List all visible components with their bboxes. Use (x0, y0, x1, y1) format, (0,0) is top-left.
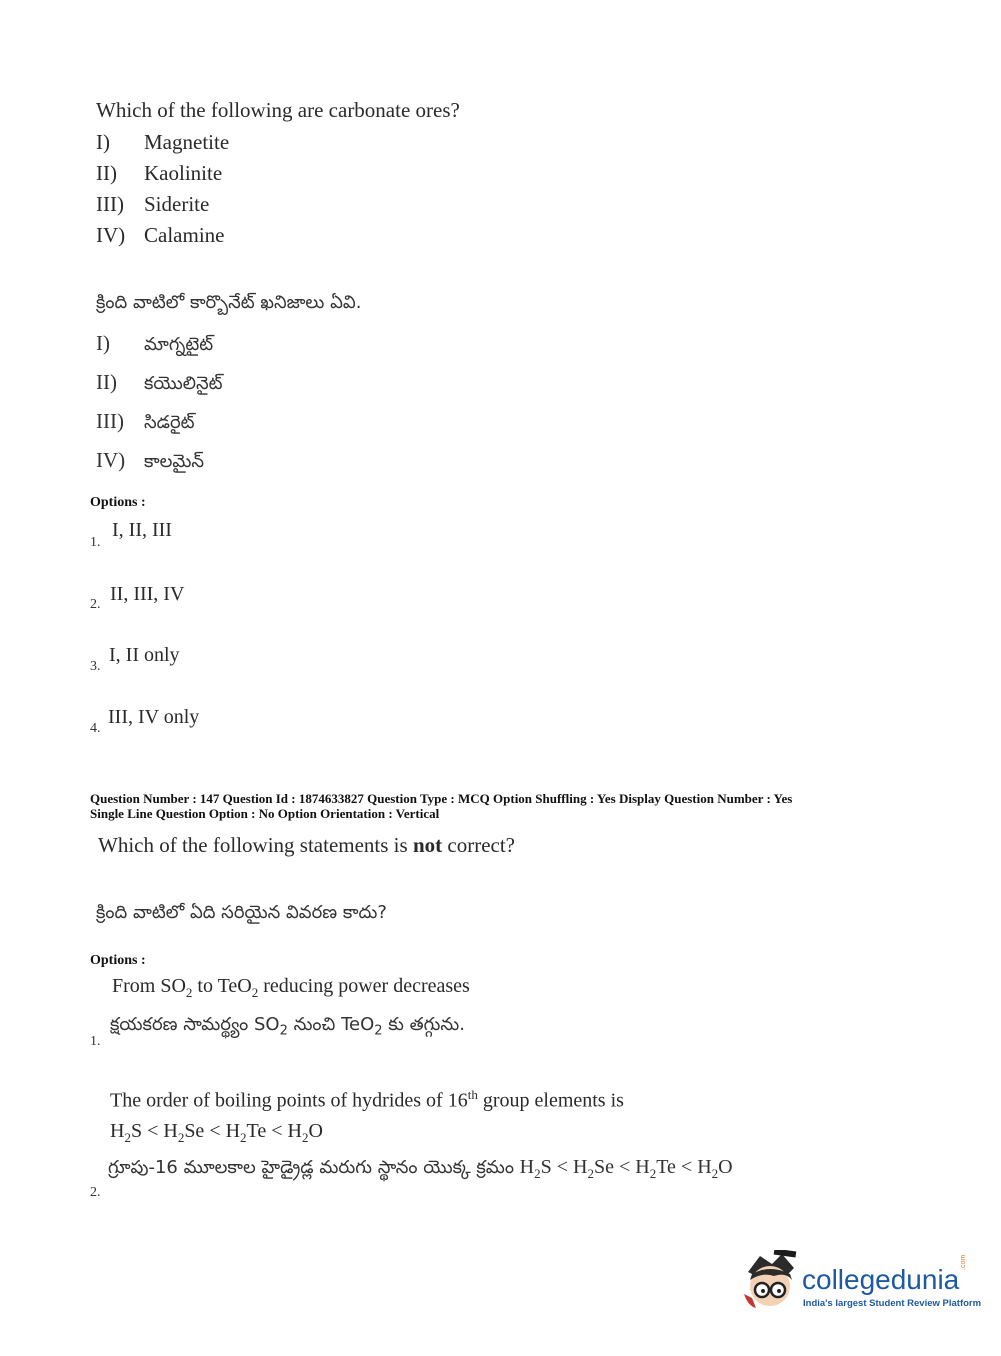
item-text: సిడరైట్ (144, 412, 195, 433)
options-label: Options : (90, 953, 146, 968)
formula-part: Te < H (656, 1156, 712, 1178)
superscript: th (467, 1087, 478, 1102)
formula-part: O (308, 1120, 323, 1142)
option-number: 4. (90, 721, 101, 736)
question-text-en (98, 833, 515, 858)
option-2-text-en (110, 1087, 624, 1113)
logo-tagline: India's largest Student Review Platform (803, 1298, 982, 1309)
item-text: కయొలినైట్ (144, 373, 223, 394)
formula-part: H (110, 1120, 125, 1142)
option-number: 2. (90, 1185, 101, 1200)
item-text: Magnetite (144, 130, 230, 154)
subscript: 2 (374, 1023, 383, 1039)
subscript: 2 (185, 985, 193, 1000)
option-number: 1. (90, 1034, 101, 1049)
list-item (96, 409, 195, 437)
subscript: 2 (711, 1166, 719, 1181)
formula-part: Te < H (246, 1120, 302, 1142)
option-1-text-en (112, 975, 470, 1001)
question-emphasis: not (412, 833, 443, 857)
item-number: II) (96, 370, 117, 394)
list-item (96, 370, 223, 398)
text-part: reducing power decreases (258, 975, 470, 997)
option-2-text-te (108, 1156, 733, 1182)
item-text: Siderite (144, 192, 210, 216)
collegedunia-logo[interactable] (742, 1250, 982, 1316)
item-text: Kaolinite (144, 161, 223, 185)
mascot-icon (742, 1250, 802, 1312)
question-text-en: Which of the following are carbonate ores? (96, 98, 460, 122)
formula-part: S < H (540, 1156, 588, 1178)
question-text-te: క్రింది వాటిలో కార్బొనేట్ ఖనిజాలు ఏవి. (96, 292, 362, 313)
formula-part: S < H (130, 1120, 178, 1142)
question-text-part: Which of the following statements is (98, 833, 413, 857)
option-2-formula (110, 1120, 323, 1146)
text-part: క్షయకరణ సామర్థ్యం SO (110, 1014, 280, 1035)
text-part: నుంచి TeO (287, 1014, 375, 1035)
item-number: III) (96, 192, 124, 216)
option-text: II, III, IV (110, 583, 185, 605)
subscript: 2 (251, 985, 259, 1000)
option-number: 2. (90, 597, 101, 612)
options-label: Options : (90, 495, 146, 510)
question-meta-line-2: Single Line Question Option : No Option Orientation : Vertical (90, 806, 440, 821)
list-item (96, 448, 204, 476)
text-part: కు తగ్గును. (382, 1014, 465, 1035)
text-part: to TeO (192, 975, 252, 997)
subscript: 2 (279, 1023, 288, 1039)
item-number: I) (96, 130, 110, 154)
item-number: IV) (96, 223, 126, 247)
subscript: 2 (124, 1130, 131, 1145)
formula-part: H (519, 1156, 535, 1178)
formula-part: Se < H (593, 1156, 650, 1178)
question-text-te: క్రింది వాటిలో ఏది సరియైన వివరణ కాదు? (96, 902, 387, 923)
option-number: 3. (90, 659, 101, 674)
list-item (96, 130, 229, 155)
option-1-text-te (110, 1014, 465, 1039)
text-part: The order of boiling points of hydrides of 16 (110, 1089, 468, 1112)
list-item (96, 223, 224, 248)
item-number: III) (96, 409, 124, 433)
text-part: గ్రూపు-16 మూలకాల హైడ్రైడ్ల మరుగు స్థానం యొక్క క్రమం (108, 1157, 520, 1178)
text-part: group elements is (477, 1089, 624, 1112)
formula-part: Se < H (184, 1120, 241, 1142)
subscript: 2 (649, 1166, 657, 1181)
item-number: IV) (96, 448, 126, 472)
item-text: కాలమైన్ (144, 451, 205, 472)
question-text-part: correct? (442, 833, 515, 857)
formula-part: O (718, 1156, 733, 1178)
subscript: 2 (301, 1130, 309, 1145)
item-text: Calamine (144, 223, 225, 247)
item-text: మాగ్నటైట్ (144, 334, 214, 355)
option-text: I, II, III (112, 519, 172, 541)
text-part: From SO (112, 975, 186, 997)
list-item (96, 192, 209, 217)
subscript: 2 (177, 1130, 185, 1145)
item-number: I) (96, 331, 110, 355)
logo-wordmark: collegedunia (802, 1264, 960, 1295)
subscript: 2 (240, 1130, 247, 1145)
item-number: II) (96, 161, 117, 185)
option-number: 1. (90, 535, 101, 550)
question-meta-line-1: Question Number : 147 Question Id : 1874633827 Question Type : MCQ Option Shuffling : Yes Display Question Number : Yes (90, 791, 793, 806)
option-text: I, II only (109, 644, 180, 666)
logo-domain: .com (960, 1254, 967, 1270)
subscript: 2 (534, 1166, 541, 1181)
list-item (96, 161, 222, 186)
list-item (96, 331, 213, 359)
subscript: 2 (587, 1166, 594, 1181)
option-text: III, IV only (108, 706, 200, 728)
